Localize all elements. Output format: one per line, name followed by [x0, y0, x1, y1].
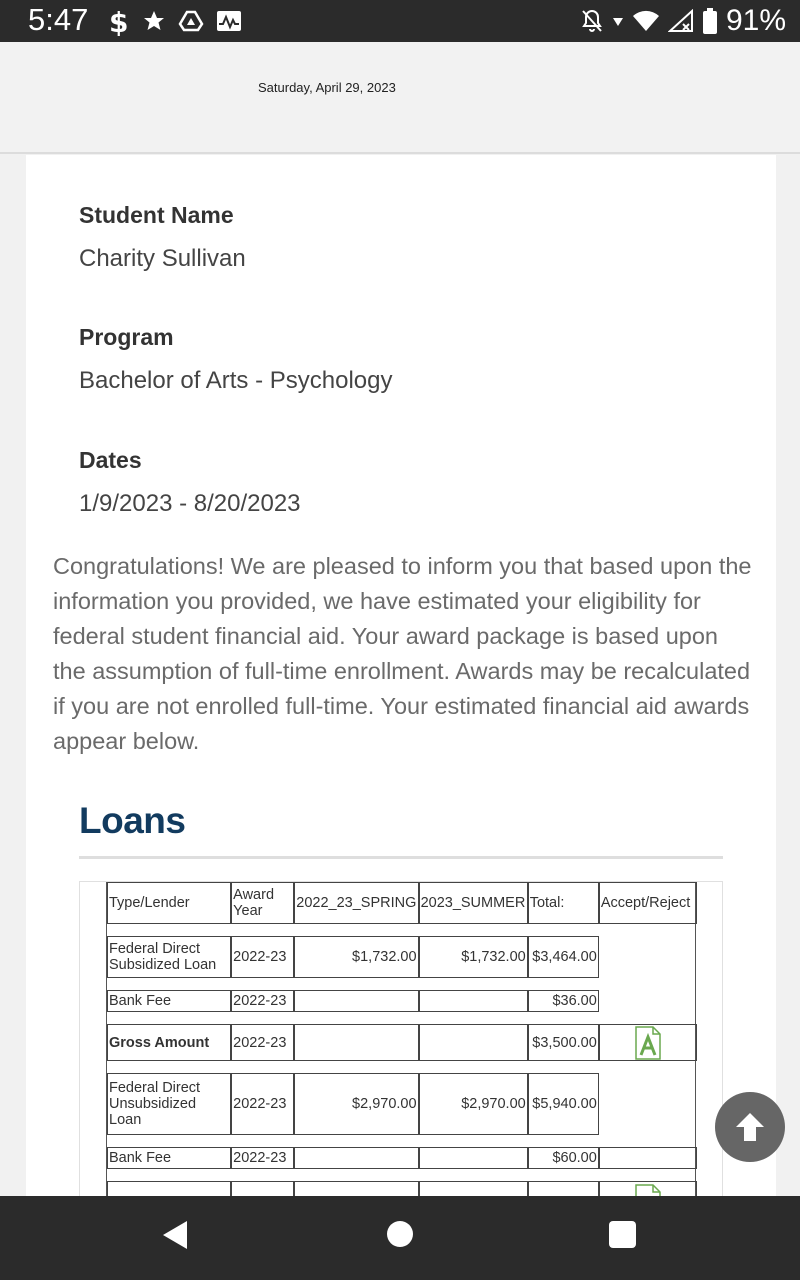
activity-icon: [216, 9, 242, 33]
loans-table: [107, 882, 697, 1200]
table-row: [107, 1147, 697, 1169]
dollar-icon: [108, 6, 130, 36]
bell-off-icon: [580, 8, 604, 34]
row-year: 2022-23: [231, 936, 294, 978]
row-spring: [294, 990, 418, 1012]
row-year: 2022-23: [231, 990, 294, 1012]
status-time: 5:47: [28, 2, 89, 37]
star-icon: [142, 9, 166, 33]
signal-icon: [668, 9, 694, 33]
pdf-document-icon[interactable]: [635, 1026, 661, 1060]
row-summer: [419, 1024, 528, 1061]
status-bar: [0, 0, 800, 42]
row-type: Gross Amount: [107, 1024, 231, 1061]
student-name-field: [79, 202, 246, 273]
battery-percentage: 91%: [725, 4, 786, 37]
row-year: 2022-23: [231, 1147, 294, 1169]
drive-icon: [178, 9, 204, 33]
table-header-row: [107, 882, 697, 924]
wifi-icon: [632, 9, 660, 33]
intro-paragraph: Congratulations! We are pleased to inform you that based upon the information you provided, we have estimated your eligibility for federal student financial aid. Your award package is based upon the assumption of full-time enrollment. Awards may be recalculated if you are not enrolled full-time. Your estimated financial aid awards appear below.: [53, 553, 752, 754]
row-spring: $1,732.00: [294, 936, 418, 978]
row-total: $3,464.00: [528, 936, 599, 978]
row-total: $5,940.00: [528, 1073, 599, 1135]
row-summer: $2,970.00: [419, 1073, 528, 1135]
header-summer: 2023_SUMMER: [419, 882, 528, 924]
row-accept-reject: [599, 990, 697, 1012]
row-accept-reject: [599, 1024, 697, 1061]
header-award-year: Award Year: [231, 882, 294, 924]
row-total: $60.00: [528, 1147, 599, 1169]
row-spring: $2,970.00: [294, 1073, 418, 1135]
program-value: Bachelor of Arts - Psychology: [79, 367, 393, 394]
award-letter-card: [26, 155, 776, 1200]
student-name-value: Charity Sullivan: [79, 245, 246, 272]
loans-table-frame: [106, 882, 696, 1200]
row-spring: [294, 1024, 418, 1061]
loans-divider: [79, 856, 723, 859]
home-button[interactable]: [387, 1221, 413, 1247]
scroll-to-top-button[interactable]: [715, 1092, 785, 1162]
header-type-lender: Type/Lender: [107, 882, 231, 924]
arrow-up-icon: [733, 1110, 767, 1144]
loans-heading: Loans: [79, 800, 186, 841]
table-row: [107, 1073, 697, 1135]
back-icon[interactable]: [162, 1220, 188, 1250]
row-total: $3,500.00: [528, 1024, 599, 1061]
data-arrow-icon: [612, 14, 624, 28]
loans-table-container[interactable]: [79, 881, 723, 1200]
battery-icon: [702, 7, 718, 35]
row-total: $36.00: [528, 990, 599, 1012]
navigation-bar: [0, 1196, 800, 1280]
header-spring: 2022_23_SPRING: [294, 882, 418, 924]
dates-field: [79, 447, 301, 518]
row-type: Bank Fee: [107, 1147, 231, 1169]
system-icons: [580, 2, 786, 40]
table-row: [107, 936, 697, 978]
header-accept-reject: Accept/Reject: [599, 882, 697, 924]
dates-label: Dates: [79, 447, 142, 473]
row-accept-reject: [599, 1073, 697, 1135]
program-field: [79, 324, 392, 395]
row-accept-reject: [599, 936, 697, 978]
row-type: Federal Direct Subsidized Loan: [107, 936, 231, 978]
svg-text:$: $: [109, 6, 129, 36]
row-year: 2022-23: [231, 1024, 294, 1061]
recent-apps-button[interactable]: [609, 1221, 636, 1248]
header-date: Saturday, April 29, 2023: [258, 80, 396, 95]
header-total: Total:: [528, 882, 599, 924]
dates-value: 1/9/2023 - 8/20/2023: [79, 490, 301, 517]
row-summer: [419, 990, 528, 1012]
row-accept-reject: [599, 1147, 697, 1169]
student-name-label: Student Name: [79, 202, 234, 228]
row-year: 2022-23: [231, 1073, 294, 1135]
row-summer: $1,732.00: [419, 936, 528, 978]
page-header: [0, 42, 800, 154]
row-type: Federal Direct Unsubsidized Loan: [107, 1073, 231, 1135]
row-type: Bank Fee: [107, 990, 231, 1012]
table-row: [107, 1024, 697, 1061]
table-row: [107, 990, 697, 1012]
program-label: Program: [79, 324, 174, 350]
notification-icons: [108, 4, 242, 38]
row-spring: [294, 1147, 418, 1169]
row-summer: [419, 1147, 528, 1169]
